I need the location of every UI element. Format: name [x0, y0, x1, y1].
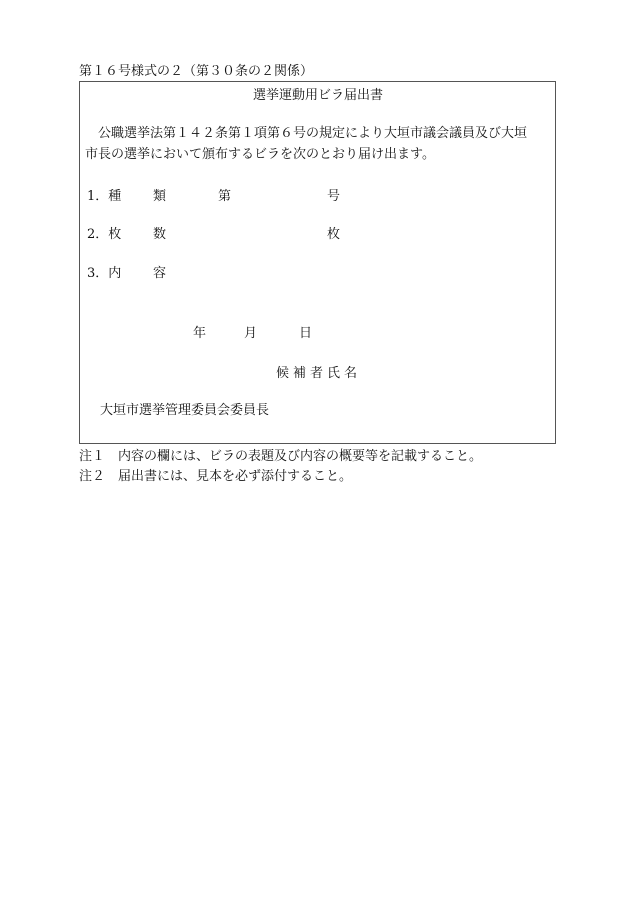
body-text-line: 市長の選挙において頒布するビラを次のとおり届け出ます。 — [85, 147, 435, 162]
document-title: 選挙運動用ビラ届出書 — [253, 88, 384, 103]
body-text-line: 公職選挙法第１４２条第１項第６号の規定により大垣市議会議員及び大垣 — [98, 126, 528, 141]
item-kind-number-suffix: 号 — [327, 189, 341, 204]
candidate-name-label: 候補者氏名 — [276, 366, 362, 381]
form-number: 第１６号様式の２（第３０条の２関係） — [79, 64, 314, 79]
note: 注２ 届出書には、見本を必ず添付すること。 — [79, 469, 353, 484]
item-kind-label-part: 類 — [153, 189, 167, 204]
date-month: 月 — [244, 326, 258, 341]
item-content-label-part: 容 — [153, 266, 167, 281]
item-count-label-part: 数 — [153, 227, 167, 242]
addressee: 大垣市選挙管理委員会委員長 — [100, 403, 270, 418]
item-kind-label: 1．種 — [87, 189, 122, 204]
item-kind-number-prefix: 第 — [218, 189, 232, 204]
item-count-unit: 枚 — [327, 227, 341, 242]
date-day: 日 — [299, 326, 313, 341]
item-content-label: 3．内 — [87, 266, 122, 281]
item-count-label: 2．枚 — [87, 227, 122, 242]
date-year: 年 — [193, 326, 207, 341]
note: 注１ 内容の欄には、ビラの表題及び内容の概要等を記載すること。 — [79, 449, 483, 464]
